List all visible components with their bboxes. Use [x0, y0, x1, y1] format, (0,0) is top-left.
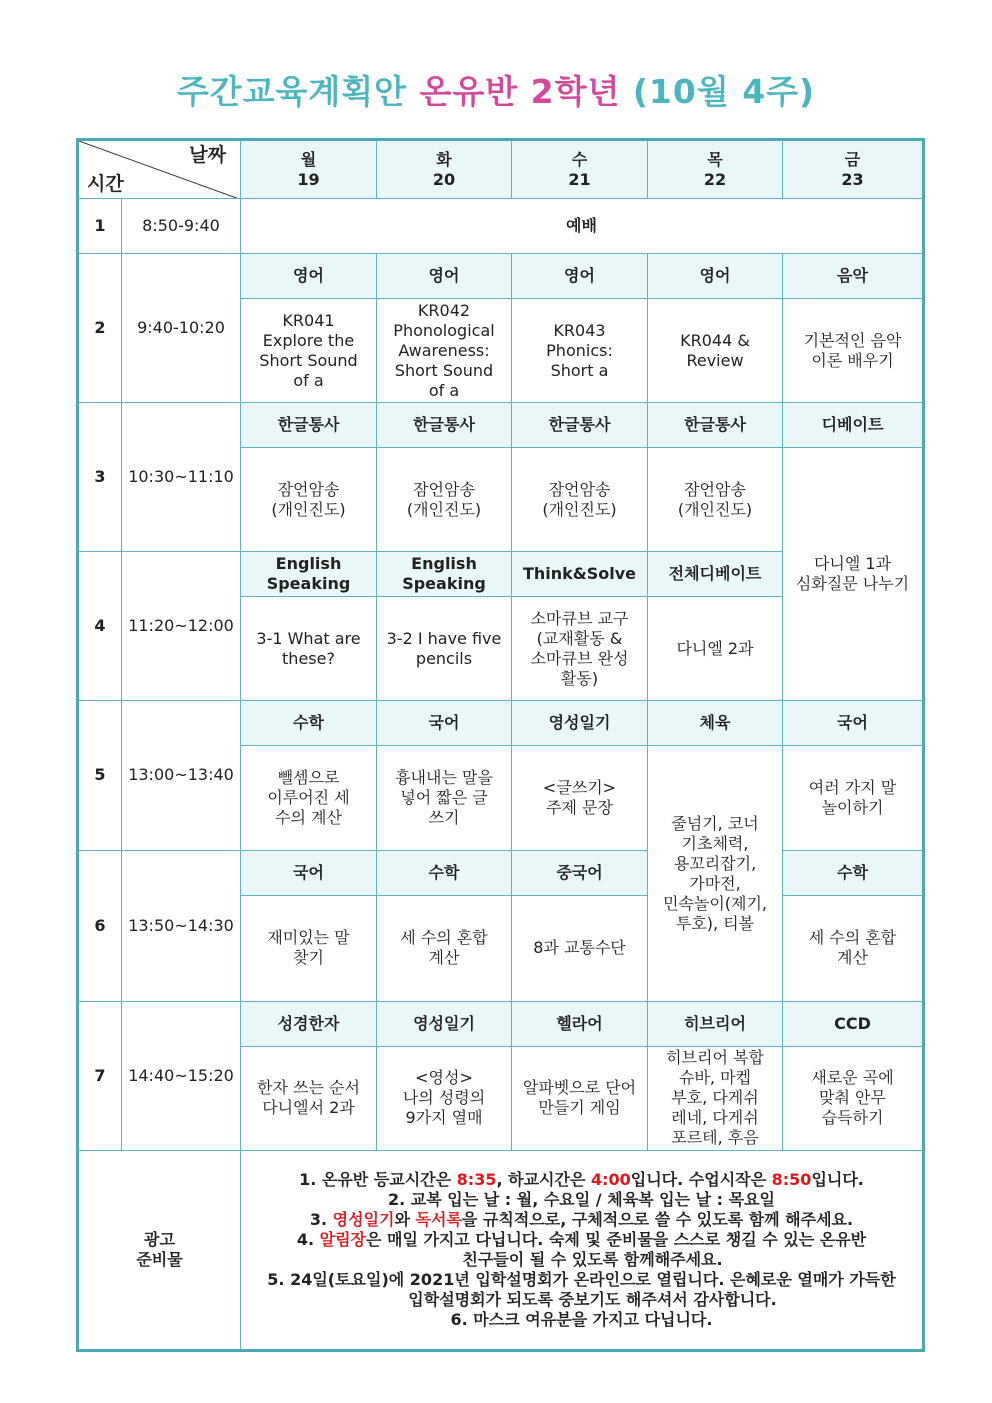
note-item-6: 6. 마스크 여유분을 가지고 다닙니다. [450, 1309, 713, 1329]
period-number: 1 [78, 199, 122, 254]
note-highlight: 영성일기 [332, 1209, 395, 1229]
content-line: 히브리어 복합 [666, 1048, 764, 1068]
content-cell [783, 746, 924, 850]
note-item-2: 2. 교복 입는 날 : 월, 수요일 / 체육복 입는 날 : 목요일 [388, 1189, 775, 1209]
note-text: 입니다. 수업시작은 [630, 1169, 772, 1189]
content-cell [783, 895, 924, 1001]
content-line: 다니엘서 2과 [262, 1098, 355, 1118]
content-cell [783, 299, 924, 403]
content-cell [783, 1046, 924, 1150]
subject-cell: 한글통사 [377, 403, 512, 448]
content-line: 소마큐브 완성 [530, 648, 629, 668]
subject-cell: 성경한자 [241, 1001, 377, 1046]
subject-cell [512, 552, 648, 597]
content-line: 활동) [560, 668, 599, 688]
date-label: 날짜 [189, 144, 226, 166]
note-text: 4. [296, 1229, 320, 1249]
content-cell [648, 1046, 783, 1150]
content-cell [512, 597, 648, 701]
day-name: 화 [436, 149, 452, 169]
subject-line: Speaking [266, 574, 351, 594]
content-cell [512, 895, 648, 1001]
content-cell [241, 746, 377, 850]
subject-cell: 헬라어 [512, 1001, 648, 1046]
note-text: , 하교시간은 [496, 1169, 591, 1189]
content-line: pencils [415, 648, 473, 668]
content-line: Short a [550, 360, 609, 380]
content-cell [241, 597, 377, 701]
content-line: (개인진도) [677, 499, 753, 519]
note-highlight: 8:50 [771, 1169, 812, 1189]
day-header-tue [377, 140, 512, 199]
content-line: (개인진도) [271, 499, 346, 519]
day-name: 목 [707, 149, 723, 169]
notes-label [78, 1150, 241, 1350]
subject-line: English [411, 554, 477, 574]
subject-cell: 체육 [648, 701, 783, 746]
note-text: 3. [309, 1209, 333, 1229]
subject-cell: 국어 [241, 850, 377, 895]
content-line: 심화질문 나누기 [795, 574, 910, 594]
period-time: 10:30~11:10 [122, 403, 241, 552]
content-line: 찾기 [293, 948, 324, 968]
time-label: 시간 [87, 173, 124, 196]
content-cell [512, 746, 648, 850]
debate-merged-cell [783, 448, 924, 701]
content-line: 용꼬리잡기, [673, 853, 757, 873]
note-item-4-cont: 친구들이 될 수 있도록 함께해주세요. [462, 1249, 723, 1269]
content-line: 한자 쓰는 순서 [257, 1078, 360, 1098]
subject-cell: 국어 [783, 701, 924, 746]
subject-cell: CCD [783, 1001, 924, 1046]
subject-line: Think&Solve [522, 564, 637, 584]
content-line: 기본적인 음악 [803, 330, 902, 350]
content-line: 놀이하기 [821, 797, 884, 817]
content-line: (교재활동 & [536, 628, 623, 648]
content-line: 잠언암송 [684, 479, 746, 499]
content-line: Awareness: [398, 340, 490, 360]
period-time: 14:40~15:20 [122, 1001, 241, 1150]
day-date: 20 [432, 169, 456, 189]
period-time: 13:00~13:40 [122, 701, 241, 850]
day-name: 금 [844, 149, 861, 169]
note-item-3 [244, 1210, 919, 1230]
content-line: 이론 배우기 [811, 350, 894, 370]
content-line: (개인진도) [542, 499, 617, 519]
period-number: 4 [78, 552, 122, 701]
subject-cell: 국어 [377, 701, 512, 746]
subject-cell: 영성일기 [377, 1001, 512, 1046]
content-line: Phonological [393, 320, 495, 340]
content-line: KR041 [282, 310, 335, 330]
content-line: 세 수의 혼합 [400, 928, 488, 948]
note-text: 1. 온유반 등교시간은 [299, 1169, 457, 1189]
subject-cell: 음악 [783, 254, 924, 299]
content-line: Explore the [262, 330, 355, 350]
content-line: KR042 [417, 300, 471, 320]
content-line: 잠언암송 [413, 479, 475, 499]
subject-line: 전체디베이트 [668, 564, 762, 584]
content-line: 잠언암송 [548, 479, 611, 499]
content-line: 슈바, 마켑 [679, 1068, 751, 1088]
content-line: (개인진도) [406, 499, 482, 519]
title-week: (10월 4주) [632, 72, 816, 111]
content-line: of a [428, 380, 460, 400]
content-cell [512, 448, 648, 552]
content-line: 뺄셈으로 [277, 767, 340, 787]
page-title [0, 66, 992, 113]
content-line: 계산 [428, 948, 460, 968]
note-highlight: 4:00 [590, 1169, 631, 1189]
day-date: 21 [568, 169, 591, 189]
content-line: 여러 가지 말 [808, 777, 897, 797]
pe-merged-cell [648, 746, 783, 1001]
content-line: 만들기 게임 [538, 1098, 621, 1118]
content-line: 8과 교통수단 [533, 938, 626, 958]
period-time: 11:20~12:00 [122, 552, 241, 701]
subject-cell [377, 552, 512, 597]
content-line: 9가지 열매 [405, 1108, 483, 1128]
content-cell [241, 448, 377, 552]
content-line: Phonics: [546, 340, 613, 360]
content-line: <영성> [415, 1068, 473, 1088]
period-time: 13:50~14:30 [122, 850, 241, 1001]
subject-line: English [275, 554, 342, 574]
day-header-mon [241, 140, 377, 199]
content-cell [648, 299, 783, 403]
content-line: Short Sound [259, 350, 358, 370]
period-time: 8:50-9:40 [122, 199, 241, 254]
content-line: 기초체력, [681, 833, 749, 853]
period-number: 6 [78, 850, 122, 1001]
content-line: 3-1 What are [256, 628, 361, 648]
content-line: 맞춰 안무 [819, 1088, 886, 1108]
weekly-schedule-table [76, 138, 925, 1352]
content-line: these? [282, 648, 335, 668]
subject-cell: 영어 [512, 254, 648, 299]
content-line: 수의 계산 [275, 807, 342, 827]
content-line: 레네, 다게쉬 [671, 1108, 759, 1128]
content-line: 투호), 티볼 [675, 913, 755, 933]
content-line: Short Sound [394, 360, 494, 380]
subject-cell: 히브리어 [648, 1001, 783, 1046]
note-item-5-cont: 입학설명회가 되도록 중보기도 해주셔서 감사합니다. [408, 1289, 777, 1309]
content-cell [648, 448, 783, 552]
day-header-wed [512, 140, 648, 199]
period-number: 7 [78, 1001, 122, 1150]
notes-label-line: 광고 [144, 1229, 175, 1249]
title-plan: 주간교육계획안 [176, 72, 407, 111]
title-class: 온유반 2학년 [419, 72, 621, 111]
period-number: 2 [78, 254, 122, 403]
content-line: 줄넘기, 코너 [671, 813, 759, 833]
note-text: 은 매일 가지고 다닙니다. 숙제 및 준비물을 스스로 챙길 수 있는 온유반 [366, 1229, 867, 1249]
content-line: 주제 문장 [546, 797, 613, 817]
content-cell [377, 895, 512, 1001]
content-line: 가마전, [689, 873, 741, 893]
subject-cell [648, 552, 783, 597]
subject-cell [241, 552, 377, 597]
content-line: 소마큐브 교구 [530, 608, 629, 628]
note-item-5: 5. 24일(토요일)에 2021년 입학설명회가 온라인으로 열립니다. 은혜로운 열매가 가득한 [267, 1269, 896, 1289]
all-days-worship: 예배 [241, 199, 924, 254]
content-cell [377, 746, 512, 850]
content-line: 다니엘 2과 [676, 638, 754, 658]
subject-cell: 수학 [241, 701, 377, 746]
note-highlight: 알림장 [319, 1229, 367, 1249]
content-cell [512, 299, 648, 403]
notes-content [241, 1150, 924, 1350]
day-date: 23 [841, 169, 864, 189]
content-line: 나의 성령의 [402, 1088, 486, 1108]
content-line: 넣어 짧은 글 [400, 787, 488, 807]
content-cell [241, 1046, 377, 1150]
period-time: 9:40-10:20 [122, 254, 241, 403]
note-text: 입니다. [811, 1169, 864, 1189]
note-text: 와 [394, 1209, 416, 1229]
content-line: 부호, 다게쉬 [671, 1088, 759, 1108]
content-cell [512, 1046, 648, 1150]
day-date: 19 [297, 169, 320, 189]
content-line: 3-2 I have five [386, 628, 502, 648]
subject-cell: 수학 [377, 850, 512, 895]
content-line: 흉내내는 말을 [395, 767, 493, 787]
day-name: 월 [300, 149, 317, 169]
period-number: 5 [78, 701, 122, 850]
content-line: 잠언암송 [277, 479, 340, 499]
subject-cell: 영어 [377, 254, 512, 299]
period-number: 3 [78, 403, 122, 552]
note-item-4 [244, 1230, 919, 1250]
content-cell [377, 1046, 512, 1150]
content-line: <글쓰기> [542, 777, 617, 797]
content-line: 세 수의 혼합 [808, 928, 897, 948]
subject-cell: 수학 [783, 850, 924, 895]
content-cell [377, 448, 512, 552]
content-line: 민속놀이(제기, [662, 893, 768, 913]
subject-line: Speaking [402, 574, 486, 594]
day-header-fri [783, 140, 924, 199]
content-line: KR043 [553, 320, 606, 340]
content-line: 다니엘 1과 [813, 554, 892, 574]
content-line: 재미있는 말 [267, 928, 350, 948]
content-line: KR044 & [680, 330, 750, 350]
content-line: 이루어진 세 [267, 787, 350, 807]
subject-cell: 한글통사 [512, 403, 648, 448]
subject-cell: 영성일기 [512, 701, 648, 746]
content-line: 포르테, 후음 [671, 1128, 759, 1148]
note-highlight: 8:35 [456, 1169, 497, 1189]
content-cell [377, 299, 512, 403]
content-line: 알파벳으로 단어 [522, 1078, 637, 1098]
subject-cell: 한글통사 [648, 403, 783, 448]
notes-label-line: 준비물 [136, 1249, 183, 1269]
content-line: 쓰기 [428, 807, 460, 827]
content-line: 새로운 곡에 [811, 1068, 894, 1088]
day-date: 22 [703, 169, 727, 189]
content-cell [377, 597, 512, 701]
content-cell [241, 299, 377, 403]
day-header-thu [648, 140, 783, 199]
content-cell [648, 597, 783, 701]
content-line: 계산 [837, 948, 868, 968]
note-text: 을 규칙적으로, 구체적으로 쓸 수 있도록 함께 해주세요. [461, 1209, 854, 1229]
content-line: Review [686, 350, 744, 370]
subject-cell: 중국어 [512, 850, 648, 895]
note-item-1 [244, 1170, 919, 1190]
content-cell [241, 895, 377, 1001]
content-line: 습득하기 [821, 1108, 884, 1128]
content-line: of a [293, 370, 324, 390]
note-highlight: 독서록 [415, 1209, 462, 1229]
subject-cell: 한글통사 [241, 403, 377, 448]
subject-cell: 영어 [648, 254, 783, 299]
day-name: 수 [571, 149, 588, 169]
header-corner [78, 140, 241, 199]
subject-cell: 디베이트 [783, 403, 924, 448]
subject-cell: 영어 [241, 254, 377, 299]
